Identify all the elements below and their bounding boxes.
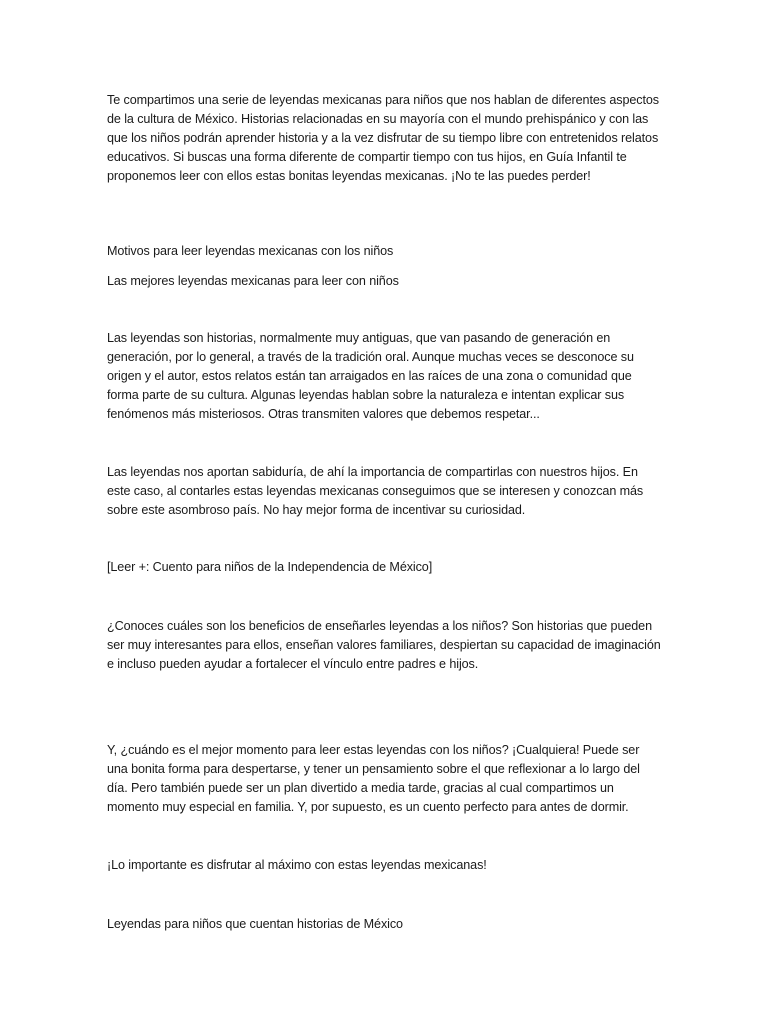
beneficios-paragraph: ¿Conoces cuáles son los beneficios de enseñarles leyendas a los niños? Son historias que pueden ser muy interesantes para ellos, enseñan valores familiares, despiertan su capacidad de imaginación e incluso pueden ayudar a fortalecer el vínculo entre padres e hijos.	[107, 619, 661, 671]
intro-paragraph: Te compartimos una serie de leyendas mexicanas para niños que nos hablan de diferentes aspectos de la cultura de México. Historias relacionadas en su mayoría con el mundo prehispánico y con las que los niños podrán aprender historia y a la vez disfrutar de su tiempo libre con entretenidos relatos educativos. Si buscas una forma diferente de compartir tiempo con tus hijos, en Guía Infantil te proponemos leer con ellos estas bonitas leyendas mexicanas. ¡No te las puedes perder!	[107, 93, 659, 183]
leer-mas-link: [Leer +: Cuento para niños de la Independencia de México]	[107, 560, 433, 574]
mejor-momento-paragraph: Y, ¿cuándo es el mejor momento para leer estas leyendas con los niños? ¡Cualquiera! Puede ser una bonita forma para despertarse, y tener un pensamiento sobre el que reflexionar a lo largo del día. Pero también puede ser un plan divertido a media tarde, gracias al cual compartimos un momento muy especial en familia. Y, por supuesto, es un cuento perfecto para antes de dormir.	[107, 743, 640, 814]
section-heading-historias: Leyendas para niños que cuentan historias de México	[107, 917, 403, 931]
section-link-mejores-leyendas: Las mejores leyendas mexicanas para leer con niños	[107, 274, 399, 288]
sabiduria-paragraph: Las leyendas nos aportan sabiduría, de ahí la importancia de compartirlas con nuestros hijos. En este caso, al contarles estas leyendas mexicanas conseguimos que se interesen y conozcan más sobre este asombroso país. No hay mejor forma de incentivar su curiosidad.	[107, 465, 644, 517]
lo-importante-paragraph: ¡Lo importante es disfrutar al máximo con estas leyendas mexicanas!	[107, 858, 487, 872]
leyendas-definition-paragraph: Las leyendas son historias, normalmente muy antiguas, que van pasando de generación en generación, por lo general, a través de la tradición oral. Aunque muchas veces se desconoce su origen y el autor, estos relatos están tan arraigados en las raíces de una zona o comunidad que forma parte de su cultura. Algunas leyendas hablan sobre la naturaleza e intentan explicar sus fenómenos más misteriosos. Otras transmiten valores que debemos respetar...	[107, 331, 634, 421]
section-link-motivos: Motivos para leer leyendas mexicanas con los niños	[107, 244, 394, 258]
